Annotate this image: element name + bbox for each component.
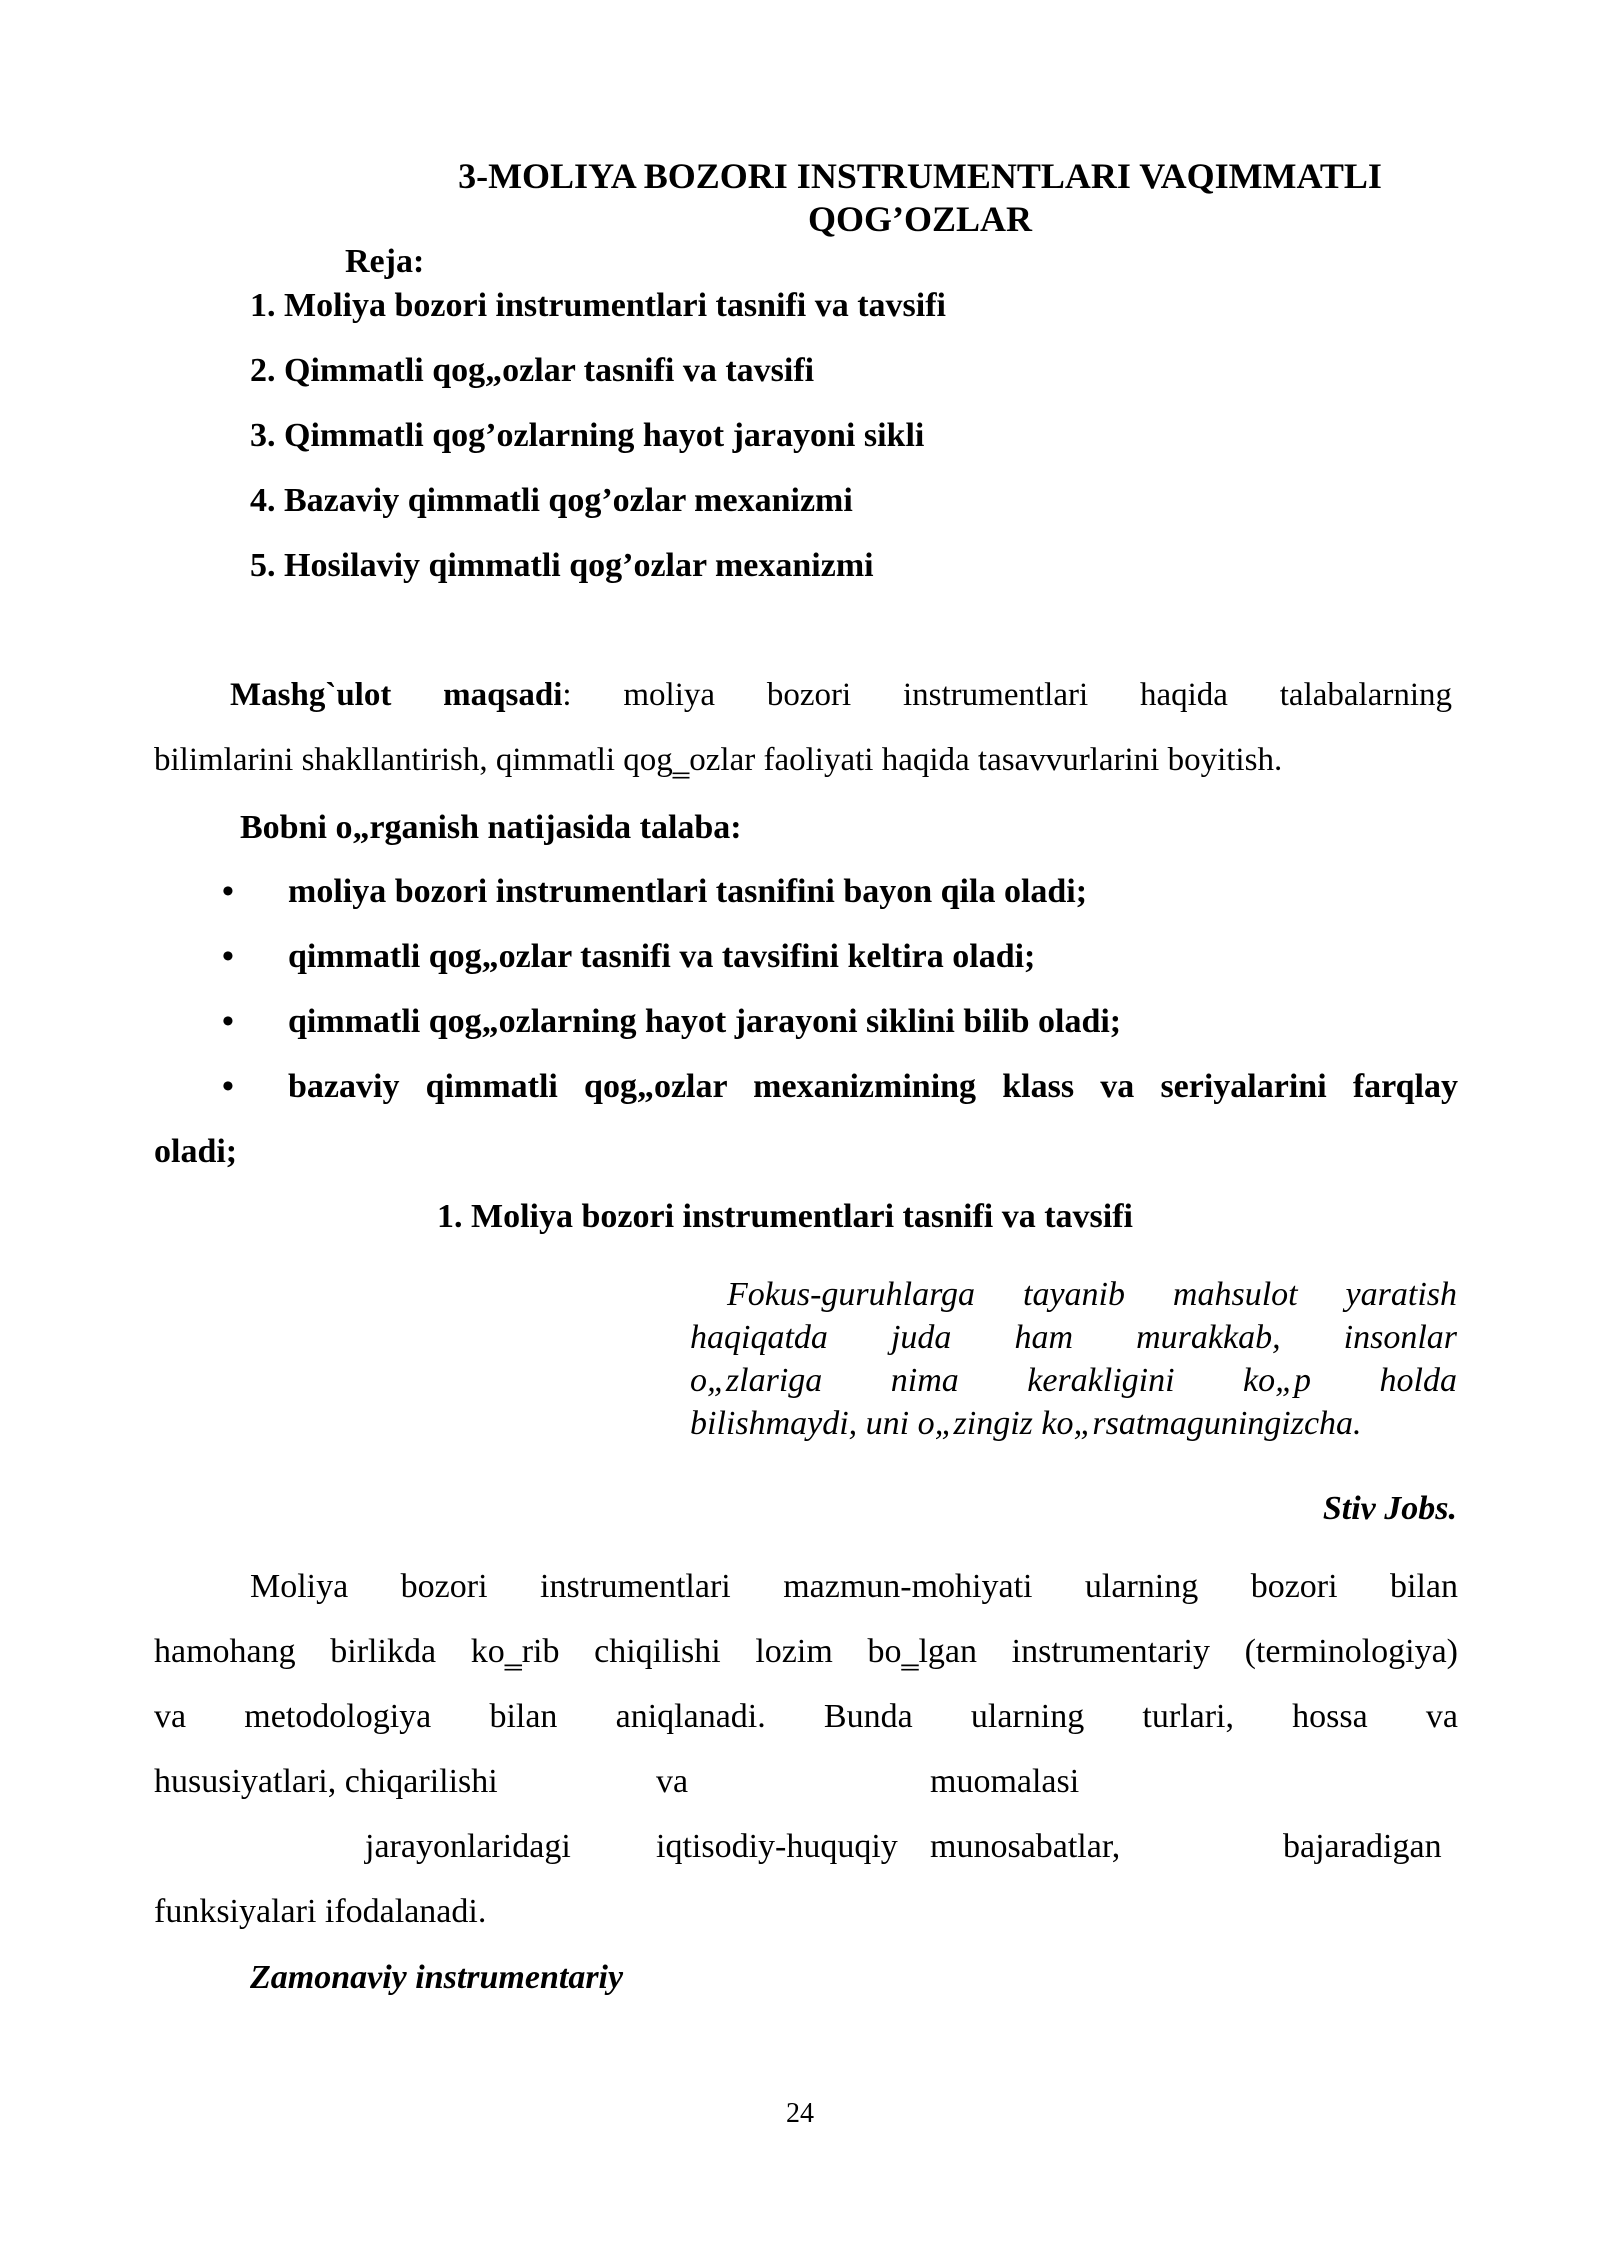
subheading: Zamonaviy instrumentariy [250, 1959, 624, 1996]
quote-line: haqiqatda juda ham murakkab, insonlar [690, 1319, 1457, 1356]
body-word: hususiyatlari, chiqarilishi [154, 1763, 498, 1800]
goal-label: Mashg`ulot maqsadi [230, 677, 563, 713]
plan-item: 5. Hosilaviy qimmatli qog’ozlar mexanizmi [250, 547, 874, 584]
body-word: munosabatlar, [930, 1828, 1121, 1865]
outcome-heading: Bobni o„rganish natijasida talaba: [240, 809, 742, 846]
bullet-item: qimmatli qog„ozlar tasnifi va tavsifini keltira oladi; [288, 938, 1036, 975]
bullet-item-continuation: oladi; [154, 1133, 238, 1170]
body-line: va metodologiya bilan aniqlanadi. Bunda ularning turlari, hossa va [154, 1698, 1458, 1735]
plan-item: 2. Qimmatli qog„ozlar tasnifi va tavsifi [250, 352, 815, 389]
bullet-item: bazaviy qimmatli qog„ozlar mexanizmining klass va seriyalarini farqlay [288, 1068, 1458, 1105]
body-line: Moliya bozori instrumentlari mazmun-mohiyati ularning bozori bilan [250, 1568, 1458, 1605]
bullet-icon: • [222, 1003, 234, 1040]
body-word: iqtisodiy-huquqiy [656, 1828, 898, 1865]
quote-author: Stiv Jobs. [1322, 1490, 1457, 1527]
body-word: bajaradigan [1283, 1828, 1442, 1865]
quote-line: bilishmaydi, uni o„zingiz ko„rsatmaguningizcha. [690, 1405, 1362, 1442]
chapter-title-line-2: QOG’OZLAR [807, 199, 1032, 239]
body-word: muomalasi [930, 1763, 1080, 1800]
plan-item: 4. Bazaviy qimmatli qog’ozlar mexanizmi [250, 482, 853, 519]
bullet-item: moliya bozori instrumentlari tasnifini bayon qila oladi; [288, 873, 1088, 910]
body-word: va [656, 1763, 689, 1800]
body-word: jarayonlaridagi [365, 1828, 571, 1865]
page-number: 24 [786, 2098, 814, 2129]
plan-item: 3. Qimmatli qog’ozlarning hayot jarayoni sikli [250, 417, 925, 454]
plan-item: 1. Moliya bozori instrumentlari tasnifi va tavsifi [250, 287, 947, 324]
bullet-icon: • [222, 1068, 234, 1105]
goal-line-2: bilimlarini shakllantirish, qimmatli qog‗ozlar faoliyati haqida tasavvurlarini boyitish. [154, 742, 1283, 778]
quote-line: Fokus-guruhlarga tayanib mahsulot yaratish [727, 1276, 1457, 1313]
bullet-item: qimmatli qog„ozlarning hayot jarayoni siklini bilib oladi; [288, 1003, 1122, 1040]
body-line: hamohang birlikda ko‗rib chiqilishi lozim bo‗lgan instrumentariy (terminologiya) [154, 1633, 1458, 1670]
section-heading: 1. Moliya bozori instrumentlari tasnifi va tavsifi [437, 1198, 1134, 1235]
goal-line-1: Mashg`ulot maqsadi: moliya bozori instrumentlari haqida talabalarning [230, 677, 1452, 713]
quote-line: o„zlariga nima kerakligini ko„p holda [690, 1362, 1457, 1399]
chapter-title-line-1: 3-MOLIYA BOZORI INSTRUMENTLARI VAQIMMATLI [458, 156, 1382, 196]
plan-label: Reja: [345, 243, 425, 280]
bullet-icon: • [222, 873, 234, 910]
bullet-icon: • [222, 938, 234, 975]
body-line: funksiyalari ifodalanadi. [154, 1893, 487, 1930]
